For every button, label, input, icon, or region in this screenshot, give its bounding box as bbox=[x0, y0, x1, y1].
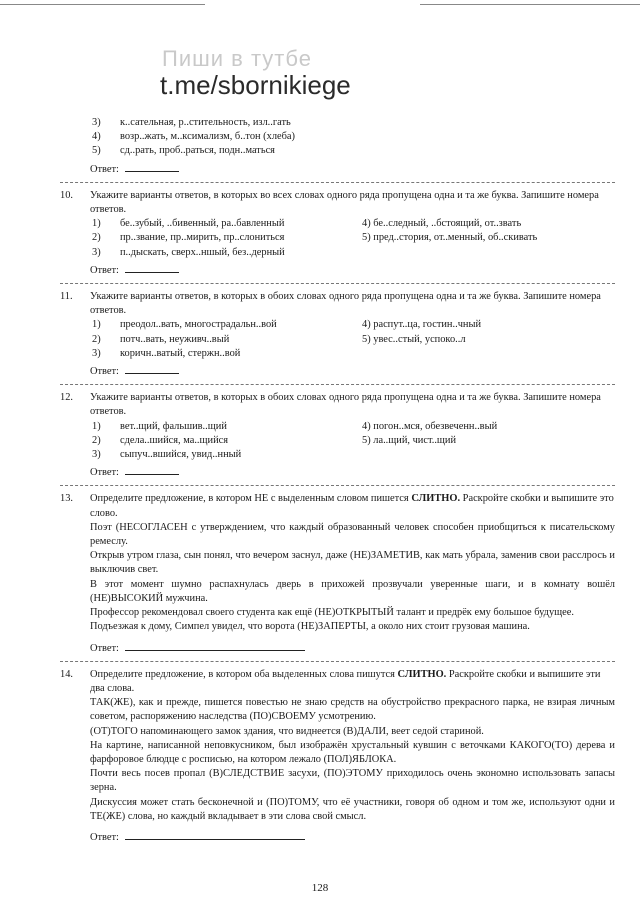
option-row: 2) сдела..шийся, ма..щийся 5) ла..щий, чист..щий bbox=[92, 434, 457, 446]
task-text: Определите предложение, в котором НЕ с выделенным словом пишется СЛИТНО. Раскройте скобки и выпишите это слово. bbox=[90, 493, 614, 519]
answer-blank[interactable] bbox=[125, 364, 179, 374]
separator bbox=[60, 485, 615, 487]
top-rule-left bbox=[0, 4, 205, 5]
task-text: Определите предложение, в котором оба выделенных слова пишутся СЛИТНО. Раскройте скобки и выпишите эти два слова. bbox=[90, 668, 601, 694]
answer-line: Ответ: bbox=[60, 364, 615, 379]
page-number: 128 bbox=[311, 882, 329, 894]
sentence: (ОТ)ТОГО напоминающего замок здания, что виднеется (В)ДАЛИ, веет седой стариной. bbox=[90, 725, 484, 737]
watermark-line2: t.me/sbornikiege bbox=[160, 70, 351, 100]
task-number: 11. bbox=[60, 291, 73, 303]
option-row: 2) пр..звание, пр..мирить, пр..слониться 5) пред..стория, от..менный, об..скивать bbox=[92, 232, 538, 244]
task9-continuation bbox=[60, 116, 615, 177]
sentence: Подъезжая к дому, Симпел увидел, что ворота (НЕ)ЗАПЕРТЫ, а около них стоит грузовая машина. bbox=[90, 621, 530, 633]
separator bbox=[60, 283, 615, 285]
sentence: ТАК(ЖЕ), как и прежде, пишется повестью не знаю средств на обустройство прекрасного парка, не взирая личным советом, распоряжению наследства (ПО)СВОЕМУ усмотрению. bbox=[90, 697, 615, 723]
sentence: В этот момент шумно распахнулась дверь в прихожей прозвучали уверенные шаги, и в комнату вошёл (НЕ)ВЫСОКИЙ мужчина. bbox=[90, 578, 615, 604]
task-10 bbox=[60, 189, 615, 278]
task-number: 13. bbox=[60, 493, 73, 505]
task-number: 10. bbox=[60, 189, 73, 201]
answer-line: Ответ: bbox=[60, 641, 615, 656]
separator bbox=[60, 182, 615, 184]
task-text: Укажите варианты ответов, в которых во всех словах одного ряда пропущена одна и та же буква. Запишите номера ответов. bbox=[90, 189, 599, 216]
answer-line: Ответ: bbox=[60, 162, 615, 177]
answer-line: Ответ: bbox=[60, 830, 615, 845]
task-11 bbox=[60, 290, 615, 379]
task-13 bbox=[60, 492, 615, 655]
sentence: Профессор рекомендовал своего студента как ещё (НЕ)ОТКРЫТЫЙ талант и предрёк ему большое будущее. bbox=[90, 607, 574, 619]
option-row: 3) коричн..ватый, стержн..вой bbox=[92, 347, 241, 359]
task-text: Укажите варианты ответов, в которых в обоих словах одного ряда пропущена одна и та же буква. Запишите номера ответов. bbox=[90, 392, 601, 418]
answer-blank[interactable] bbox=[125, 465, 179, 475]
sentence: Открыв утром глаза, сын понял, что вечером заснул, даже (НЕ)ЗАМЕТИВ, как мать убрала, заменив свои расслрось и выключив свет. bbox=[90, 550, 615, 576]
answer-blank[interactable] bbox=[125, 830, 305, 840]
sentence: На картине, написанной неповкусником, был изображён хрустальный кувшин с веточками КАКОГО(ТО) дерева и фарфоровое блюдце с росписью, на котором лежало (ПОЛ)ЯБЛОКА. bbox=[90, 739, 615, 765]
task-text: Укажите варианты ответов, в которых в обоих словах одного ряда пропущена одна и та же буква. Запишите номера ответов. bbox=[90, 291, 601, 317]
answer-blank[interactable] bbox=[125, 263, 179, 273]
separator bbox=[60, 661, 615, 663]
answer-line: Ответ: bbox=[60, 465, 615, 480]
sentence: Почти весь посев пропал (В)СЛЕДСТВИЕ засухи, (ПО)ЭТОМУ приходилось очень экономно использовать запасы зерна. bbox=[90, 768, 615, 794]
answer-line: Ответ: bbox=[60, 263, 615, 278]
task-14 bbox=[60, 668, 615, 845]
option: 5) сд..рать, проб..раться, подн..маться bbox=[92, 145, 275, 157]
sentence: Поэт (НЕСОГЛАСЕН с утверждением, что каждый образованный человек способен приобщиться к писательскому ремеслу. bbox=[90, 521, 615, 548]
task-number: 14. bbox=[60, 668, 73, 680]
answer-blank[interactable] bbox=[125, 641, 305, 651]
worksheet-page bbox=[60, 116, 615, 847]
task-number: 12. bbox=[60, 392, 73, 404]
answer-blank[interactable] bbox=[125, 162, 179, 172]
option-row: 3) сыпуч..вшийся, увид..нный bbox=[92, 449, 242, 461]
option-row: 2) потч..вать, неуживч..вый 5) увес..стый, успоко..л bbox=[92, 333, 466, 345]
watermark-line1: Пиши в тутбе bbox=[162, 46, 312, 71]
task-12 bbox=[60, 391, 615, 480]
sentence: Дискуссия может стать бесконечной и (ПО)ТОМУ, что её участники, говоря об одном и том же, используют одни и ТЕ(ЖЕ) слова, но каждый вкладывает в эти слова свой смысл. bbox=[90, 796, 615, 822]
top-rule-right bbox=[420, 4, 640, 5]
option-row: 1) преодол..вать, многострадальн..вой 4) распут..ца, гостин..чный bbox=[92, 319, 482, 331]
option: 4) возр..жать, м..ксимализм, б..тон (хлеба) bbox=[92, 131, 295, 143]
option-row: 1) бе..зубый, ..бивенный, ра..бавленный 4) бе..следный, ..бстоящий, от..звать bbox=[92, 218, 522, 230]
separator bbox=[60, 384, 615, 386]
option-row: 3) п..дыскать, сверх..ншый, без..дерный bbox=[92, 246, 285, 258]
option-row: 1) вет..щий, фальшив..щий 4) погон..мся, обезвеченн..вый bbox=[92, 420, 498, 432]
option: 3) к..сательная, р..стительность, изл..гать bbox=[92, 117, 291, 128]
